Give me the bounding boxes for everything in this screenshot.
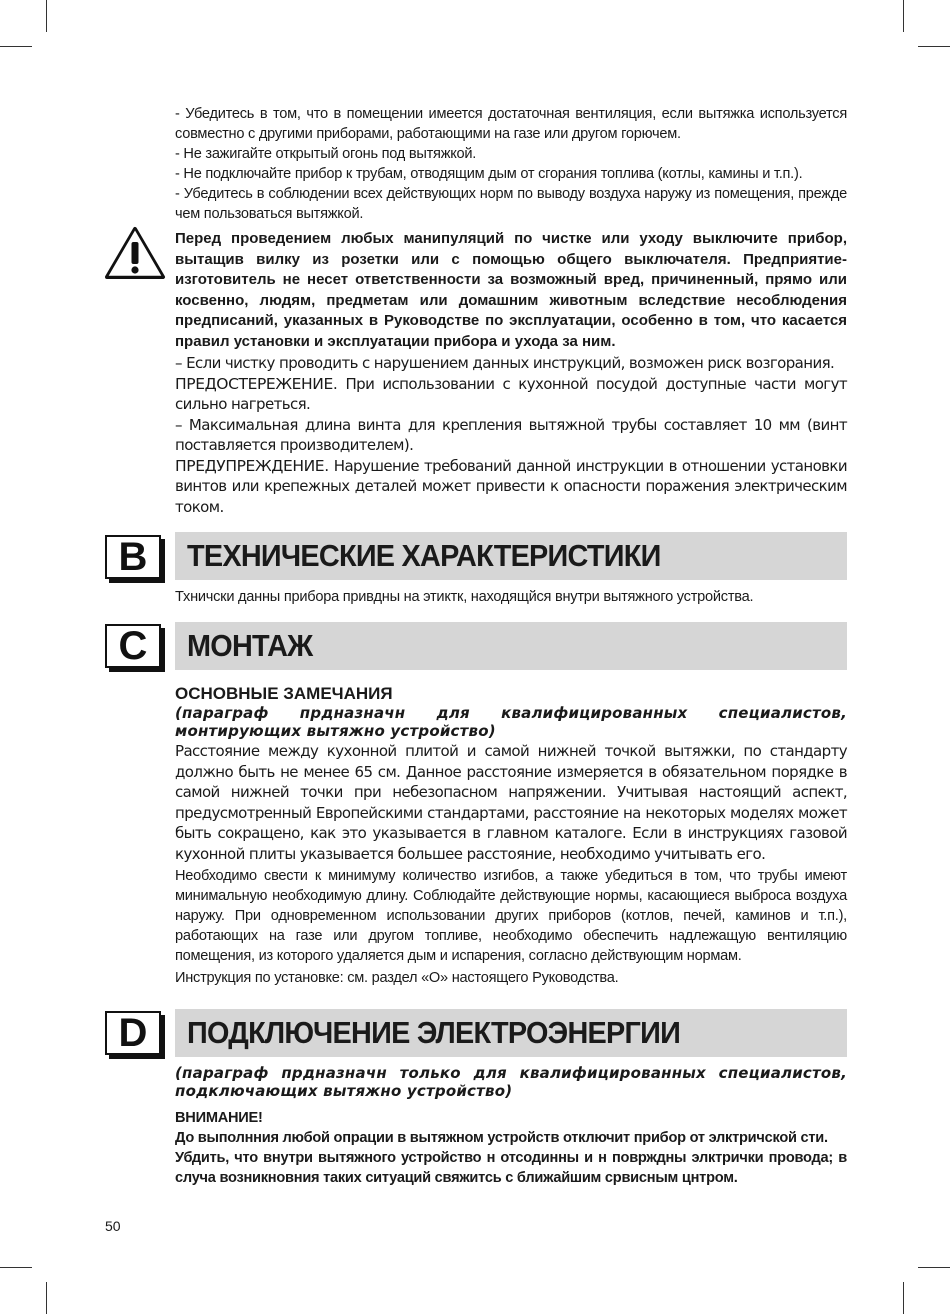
crop-mark xyxy=(903,1282,904,1314)
crop-mark xyxy=(918,46,950,47)
section-c-para: Инструкция по установке: см. раздел «О» настоящего Руководства. xyxy=(175,970,619,986)
fire-risk-text: – Если чистку проводить с нарушением данных инструкций, возможен риск возгорания. xyxy=(175,354,835,372)
crop-mark xyxy=(0,1267,32,1268)
section-letter-d xyxy=(105,1011,161,1055)
safety-block xyxy=(175,229,847,517)
prewarning-paragraph xyxy=(175,456,847,518)
section-title-bar xyxy=(175,622,847,670)
section-b-body xyxy=(175,587,847,607)
prewarning-label: ПРЕДУПРЕЖДЕНИЕ. xyxy=(175,456,329,475)
crop-mark xyxy=(903,0,904,32)
section-title: МОНТАЖ xyxy=(187,628,313,663)
section-c-para: Расстояние между кухонной плитой и самой нижней точкой вытяжки, по стандарту должно быть не менее 65 см. Данное расстояние измеряется в обязательном порядке в самой нижней точки при небезопасном напряжении. Учитывая настоящий аспект, предусмотренный Европейскими стандартами, расстояние на некоторых моделях может быть сокращено, как это указывается в главном каталоге. Если в инструкциях газовой кухонной плиты указывается большее расстояние, необходимо учитывать его. xyxy=(175,742,847,863)
section-title-bar xyxy=(175,532,847,580)
section-title: ПОДКЛЮЧЕНИЕ ЭЛЕКТРОЭНЕРГИИ xyxy=(187,1015,681,1050)
caution-label: ПРЕДОСТЕРЕЖЕНИЕ. xyxy=(175,374,338,393)
crop-mark xyxy=(46,0,47,32)
page-number: 50 xyxy=(105,1218,121,1234)
subheading: ОСНОВНЫЕ ЗАМЕЧАНИЯ xyxy=(175,684,393,703)
caution-text: При использовании с кухонной посудой доступные части могут сильно нагреться. xyxy=(175,374,847,413)
intro-line: - Не зажигайте открытый огонь под вытяжкой. xyxy=(175,146,477,162)
section-c-para: Необходимо свести к минимуму количество изгибов, а также убедиться в том, что трубы имеют минимальную необходимую длину. Соблюдайте действующие нормы, касающиеся выброса воздуха наружу. При одновременном использовании других приборов (котлов, печей, каминов и т.п.), работающих на газе или другом топливе, необходимо обеспечить надлежащую вентиляцию помещения, из которого удаляется дым и испарения, согласно действующим нормам. xyxy=(175,868,847,964)
section-letter: B xyxy=(118,535,148,579)
warning-triangle-icon xyxy=(104,226,166,280)
section-letter-b xyxy=(105,535,161,579)
prewarning-text: Нарушение требований данной инструкции в отношении установки винтов или крепежных деталей может привести к опасности поражения электрическим током. xyxy=(175,456,847,516)
caution-paragraph xyxy=(175,374,847,415)
section-title-bar xyxy=(175,1009,847,1057)
intro-block xyxy=(175,104,847,224)
intro-line: - Не подключайте прибор к трубам, отводящим дым от сгорания топлива (котлы, камины и т.п.). xyxy=(175,166,803,182)
section-d-body xyxy=(175,1064,847,1188)
crop-mark xyxy=(0,46,32,47)
section-letter-c xyxy=(105,624,161,668)
italic-note: (параграф прдназначн для квалифицированных специалистов, монтирующих вытяжно устройство) xyxy=(175,704,847,740)
intro-line: - Убедитесь в том, что в помещении имеется достаточная вентиляция, если вытяжка используется совместно с другими приборами, работающими на газе или другом горючем. xyxy=(175,106,847,142)
section-c-body xyxy=(175,684,847,988)
crop-mark xyxy=(918,1267,950,1268)
section-b-text: Тхничски данны прибора привдны на этиктк, находящйся внутри вытяжного устройства. xyxy=(175,589,754,605)
screw-note: – Максимальная длина винта для крепления вытяжной трубы составляет 10 мм (винт поставляется производителем). xyxy=(175,415,847,454)
italic-note: (параграф прдназначн только для квалифицированных специалистов, подключающих вытяжно устройство) xyxy=(175,1064,847,1100)
section-letter: D xyxy=(118,1011,148,1055)
section-title: ТЕХНИЧЕСКИЕ ХАРАКТЕРИСТИКИ xyxy=(187,538,661,573)
attention-label: ВНИМАНИЕ! xyxy=(175,1110,263,1126)
crop-mark xyxy=(46,1282,47,1314)
intro-line: - Убедитесь в соблюдении всех действующих норм по выводу воздуха наружу из помещения, прежде чем пользоваться вытяжкой. xyxy=(175,186,847,222)
warning-text: Перед проведением любых манипуляций по чистке или уходу выключите прибор, вытащив вилку из розетки или с помощью общего выключателя. Предприятие-изготовитель не несет ответственности за возможный вред, причиненный, прямо или косвенно, людям, предметам или домашним животным вследствие несоблюдения предписаний, указанных в Руководстве по эксплуатации, особенно в том, что касается правил установки и эксплуатации прибора и ухода за ним. xyxy=(175,230,847,350)
section-letter: C xyxy=(118,624,148,668)
section-d-bold: Убдить, что внутри вытяжного устройство н отсодинны и н поврждны элктрички провода; в случа возникновния таких ситуаций свяжитсь с ближайшим срвисным цнтром. xyxy=(175,1150,847,1186)
section-d-bold: До выполнния любой опрации в вытяжном устройств отключит прибор от элктричской сти. xyxy=(175,1130,828,1146)
